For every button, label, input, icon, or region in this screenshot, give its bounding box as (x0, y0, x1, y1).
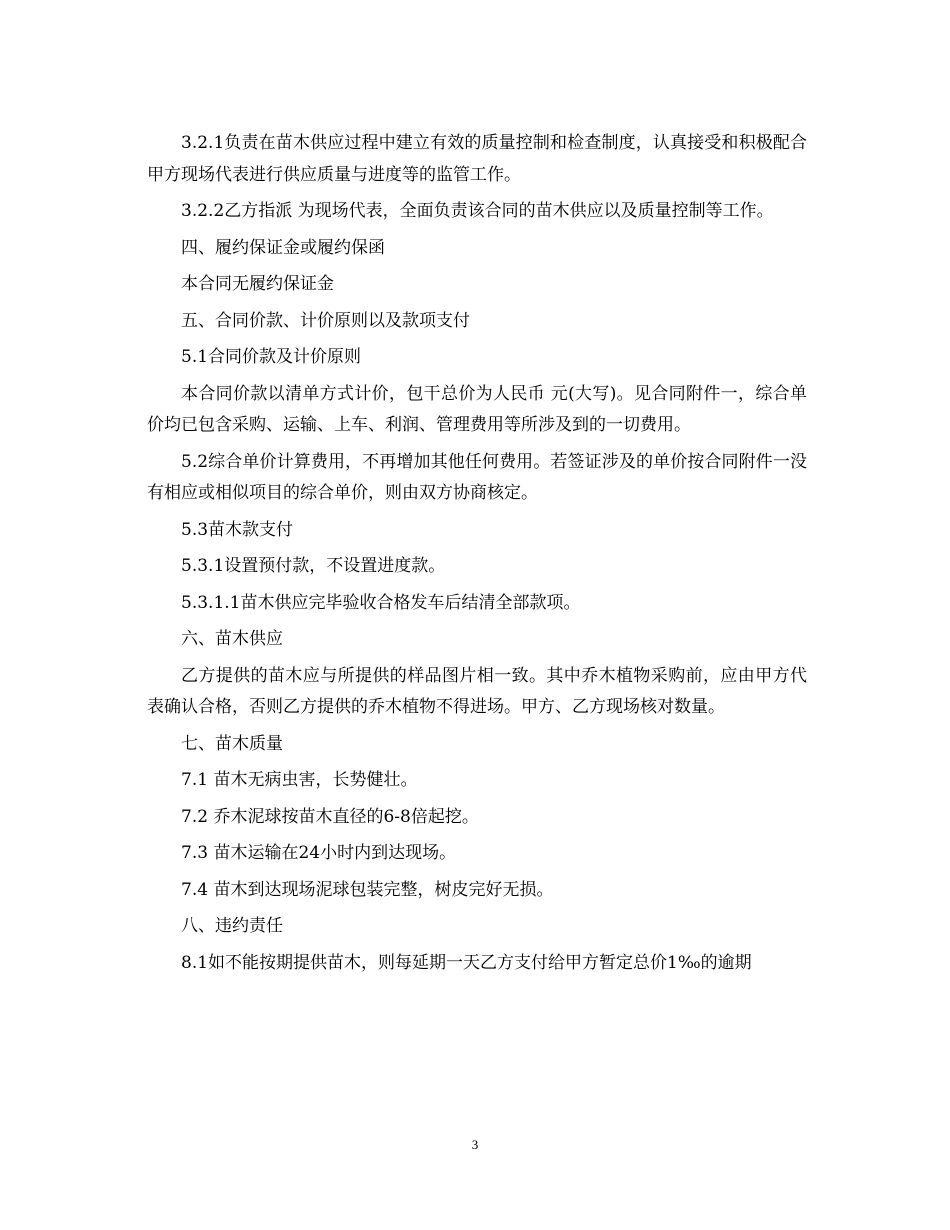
paragraph-7-2: 7.2 乔木泥球按苗木直径的6-8倍起挖。 (181, 806, 479, 827)
paragraph-5-3-1-1: 5.3.1.1苗木供应完毕验收合格发车后结清全部款项。 (181, 592, 581, 613)
paragraph-7-3: 7.3 苗木运输在24小时内到达现场。 (181, 843, 457, 863)
subheading-5-3: 5.3苗木款支付 (181, 519, 294, 540)
subheading-5-1: 5.1合同价款及计价原则 (181, 347, 362, 367)
page-number: 3 (471, 1137, 479, 1152)
paragraph-5-2: 5.2综合单价计算费用，不再增加其他任何费用。若签证涉及的单价按合同附件一没有相应或相似项目的综合单价，则由双方协商核定。 (147, 451, 807, 503)
paragraph-price: 本合同价款以清单方式计价，包干总价为人民币 元(大写)。见合同附件一，综合单价均已包含采购、运输、上车、利润、管理费用等所涉及到的一切费用。 (147, 383, 807, 435)
section-heading-5: 五、合同价款、计价原则以及款项支付 (181, 310, 470, 331)
paragraph-3-2-2: 3.2.2乙方指派 为现场代表，全面负责该合同的苗木供应以及质量控制等工作。 (181, 201, 774, 221)
section-heading-6: 六、苗木供应 (181, 629, 283, 649)
paragraph-7-4: 7.4 苗木到达现场泥球包装完整，树皮完好无损。 (181, 879, 554, 900)
paragraph-8-1: 8.1如不能按期提供苗木，则每延期一天乙方支付给甲方暂定总价1‰的逾期 (181, 952, 752, 973)
section-heading-4: 四、履约保证金或履约保函 (181, 237, 385, 258)
document-body (147, 128, 807, 984)
paragraph-supply: 乙方提供的苗木应与所提供的样品图片相一致。其中乔木植物采购前，应由甲方代表确认合格，否则乙方提供的乔木植物不得进场。甲方、乙方现场核对数量。 (147, 665, 807, 717)
section-heading-8: 八、违约责任 (181, 916, 283, 936)
section-heading-7: 七、苗木质量 (181, 733, 283, 754)
paragraph-7-1: 7.1 苗木无病虫害，长势健壮。 (181, 770, 418, 790)
paragraph-3-2-1: 3.2.1负责在苗木供应过程中建立有效的质量控制和检查制度，认真接受和积极配合甲方现场代表进行供应质量与进度等的监管工作。 (147, 133, 807, 185)
paragraph-5-3-1: 5.3.1设置预付款，不设置进度款。 (181, 556, 446, 576)
paragraph-no-deposit: 本合同无履约保证金 (181, 274, 334, 294)
